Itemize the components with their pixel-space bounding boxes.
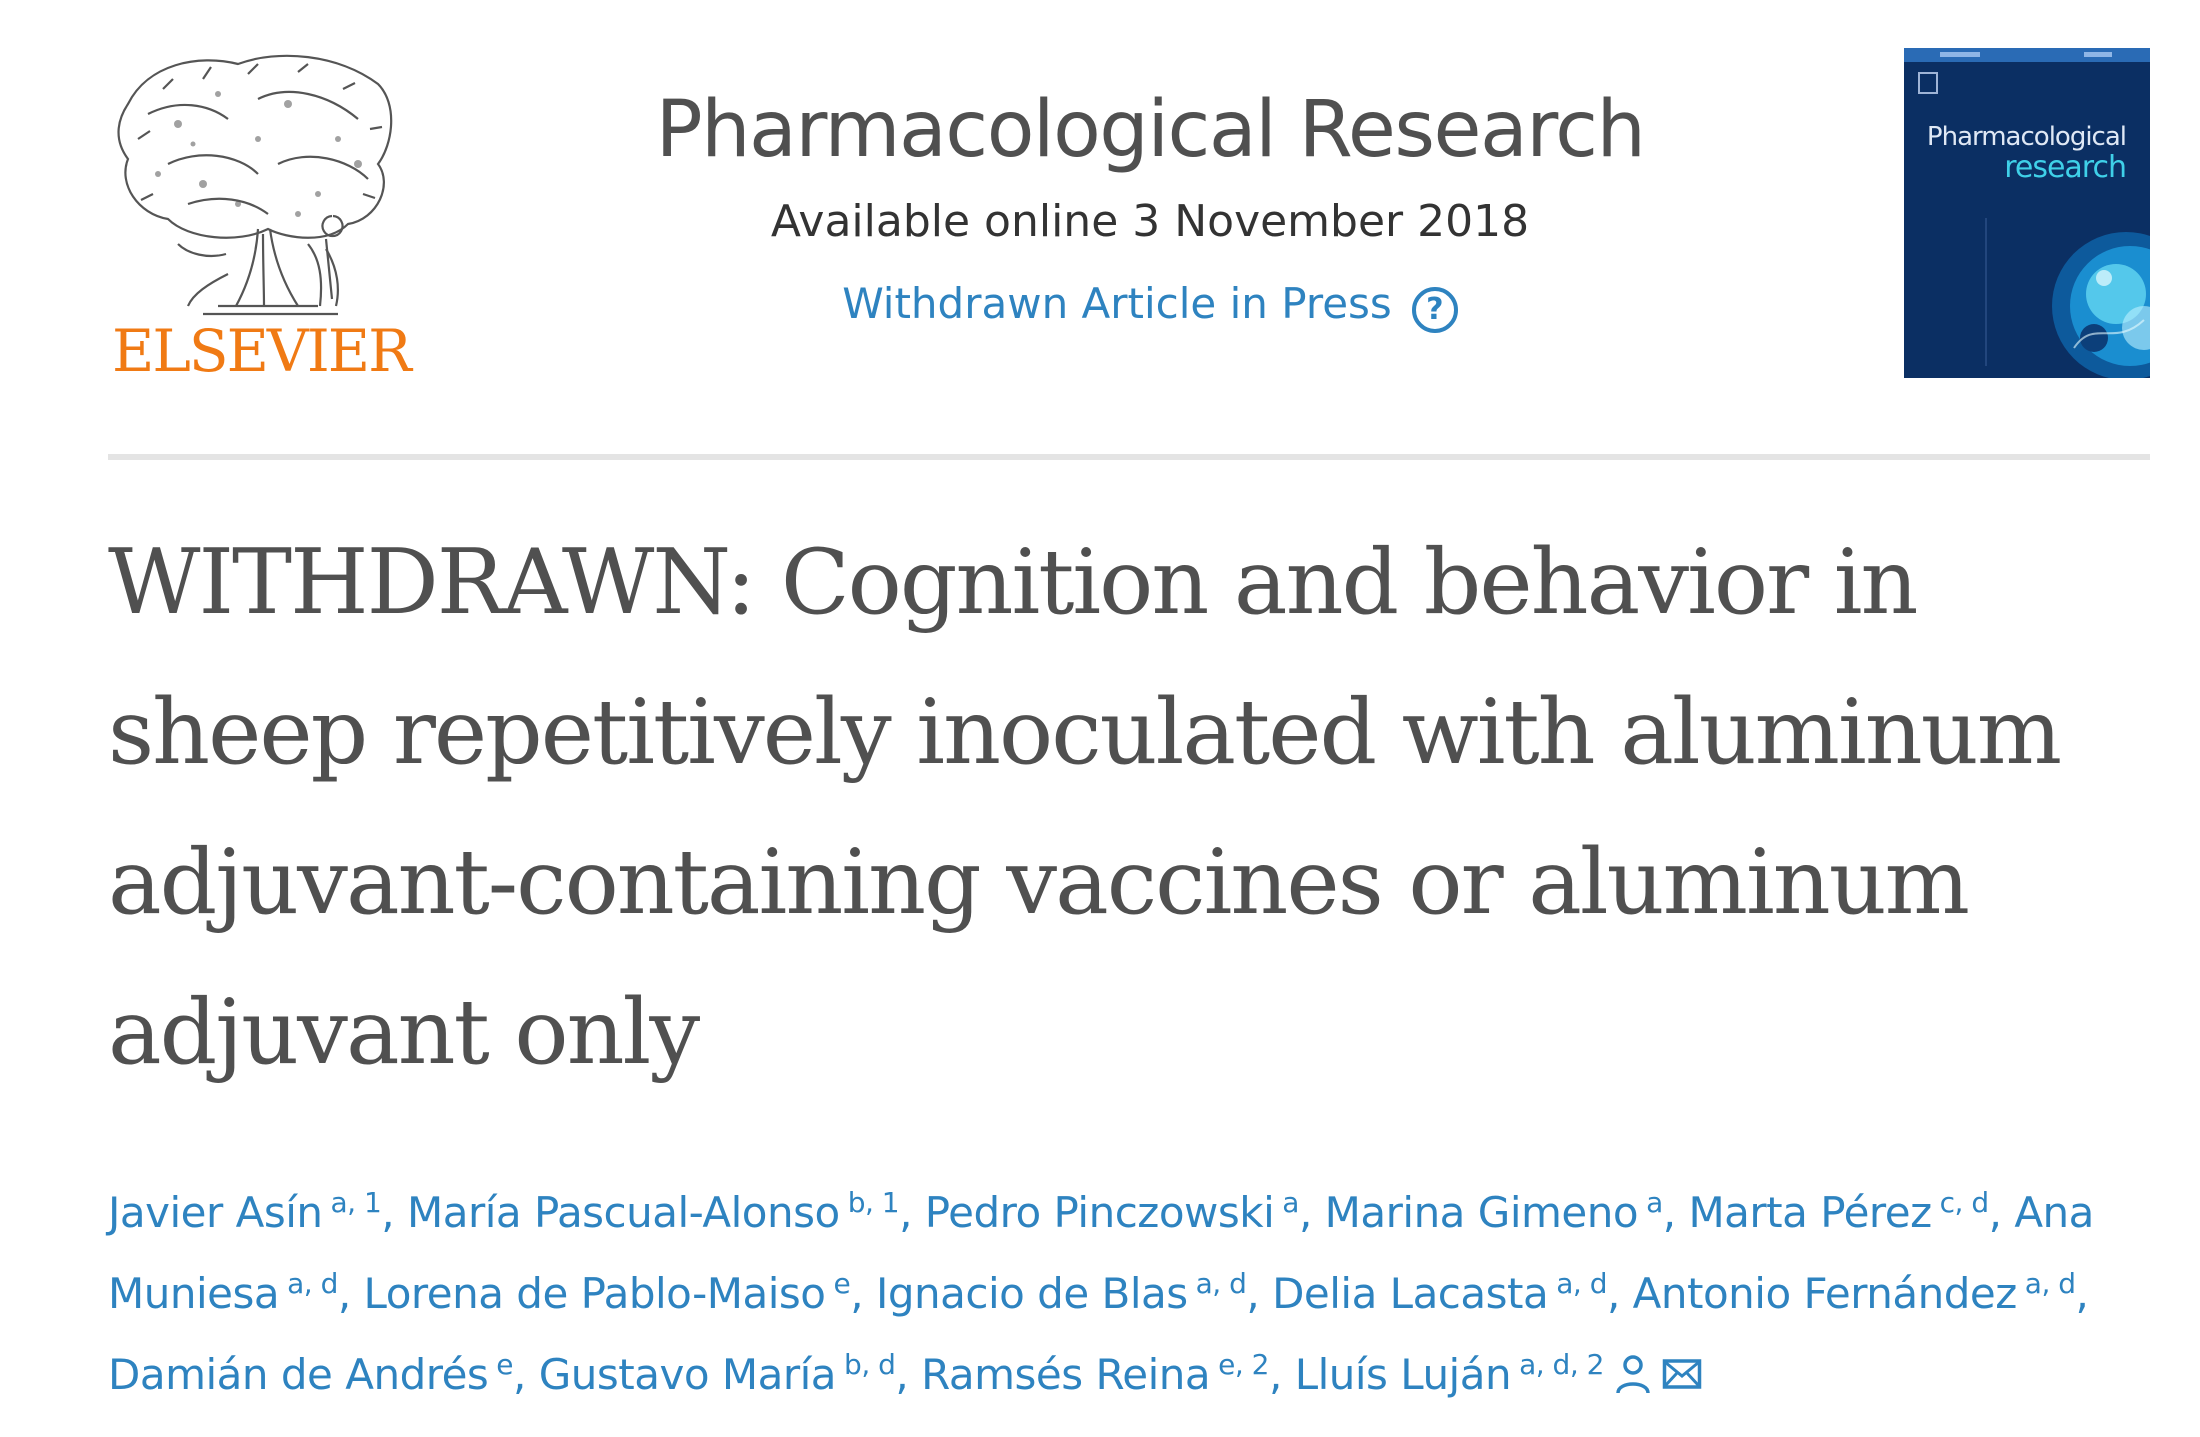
cover-publisher-mark-icon: [1918, 72, 1938, 94]
question-circle-icon[interactable]: ?: [1412, 287, 1458, 333]
publisher-logo[interactable]: [108, 44, 408, 384]
author-affiliation-marker[interactable]: e: [833, 1267, 851, 1300]
header-divider: [108, 454, 2150, 460]
author-link[interactable]: Lorena de Pablo-Maiso: [363, 1269, 826, 1318]
author-link[interactable]: María Pascual-Alonso: [407, 1188, 840, 1237]
author-affiliation-marker[interactable]: e: [496, 1348, 514, 1381]
author-affiliation-marker[interactable]: b, 1: [847, 1186, 900, 1219]
author-link[interactable]: Antonio Fernández: [1632, 1269, 2017, 1318]
author-link[interactable]: Marina Gimeno: [1324, 1188, 1639, 1237]
author-affiliation-marker[interactable]: b, d: [844, 1348, 896, 1381]
author-link[interactable]: Ignacio de Blas: [875, 1269, 1188, 1318]
cover-title-line1: Pharmacological: [1926, 122, 2126, 152]
author-affiliation-marker[interactable]: a: [1646, 1186, 1663, 1219]
author-affiliation-marker[interactable]: c, d: [1939, 1186, 1989, 1219]
online-date: Available online 3 November 2018: [770, 196, 1530, 247]
envelope-icon[interactable]: [1662, 1357, 1702, 1391]
author-link[interactable]: Delia Lacasta: [1272, 1269, 1549, 1318]
author-list: Javier Asín $^{a, 1}$, María Pascual-Alonso $^{b, 1}$, Pedro Pinczowski $^a$, Marina Gimeno $^a$, Marta Pérez $^{c, d}$, Ana Muniesa $^{a, d}$, Lorena de Pablo-Maiso $^e$, Ignacio de Blas $^{a, d}$, Delia Lacasta $^{a, d}$, Antonio Fernández $^{a, d}$, Damián de Andrés $^e$, Gustavo María $^{b, d}$, Ramsés Reina $^{e, 2}$, Lluís Luján $^{a, d, 2}$: [108, 1186, 2094, 1399]
author-affiliation-marker[interactable]: a: [1282, 1186, 1299, 1219]
author-affiliation-marker[interactable]: a, 1: [330, 1186, 382, 1219]
article-status: [560, 264, 1740, 353]
cover-art-image: [1904, 48, 2150, 378]
journal-info: [560, 80, 1740, 353]
withdrawn-status-link[interactable]: Withdrawn Article in Press: [842, 279, 1392, 328]
journal-cover-thumbnail[interactable]: [1904, 48, 2150, 378]
author-affiliation-marker[interactable]: a, d: [2024, 1267, 2076, 1300]
author-link[interactable]: Marta Pérez: [1688, 1188, 1932, 1237]
author-affiliation-marker[interactable]: e, 2: [1218, 1348, 1269, 1381]
author-affiliation-marker[interactable]: a, d: [1195, 1267, 1247, 1300]
tree-logo-icon: [108, 44, 408, 324]
person-icon[interactable]: [1614, 1353, 1652, 1395]
cover-title-line2: research: [2004, 150, 2126, 185]
article-header: [0, 0, 2200, 440]
author-link[interactable]: Lluís Luján: [1294, 1350, 1512, 1399]
author-affiliation-marker[interactable]: a, d, 2: [1519, 1348, 1604, 1381]
author-link[interactable]: Ramsés Reina: [921, 1350, 1211, 1399]
author-link[interactable]: Damián de Andrés: [108, 1350, 489, 1399]
journal-title-link[interactable]: Pharmacological Research: [655, 85, 1645, 175]
author-link[interactable]: Javier Asín: [108, 1188, 323, 1237]
author-link[interactable]: Pedro Pinczowski: [924, 1188, 1275, 1237]
author-affiliation-marker[interactable]: a, d: [287, 1267, 338, 1300]
author-link[interactable]: Gustavo María: [538, 1350, 837, 1399]
publisher-wordmark: ELSEVIER: [112, 317, 410, 385]
author-affiliation-marker[interactable]: a, d: [1556, 1267, 1607, 1300]
author-link[interactable]: Ana Muniesa: [108, 1188, 2094, 1318]
article-title: WITHDRAWN: Cognition and behavior in sheep repetitively inoculated with aluminum adjuvant-containing vaccines or aluminum adjuvant only: [108, 530, 2061, 1085]
